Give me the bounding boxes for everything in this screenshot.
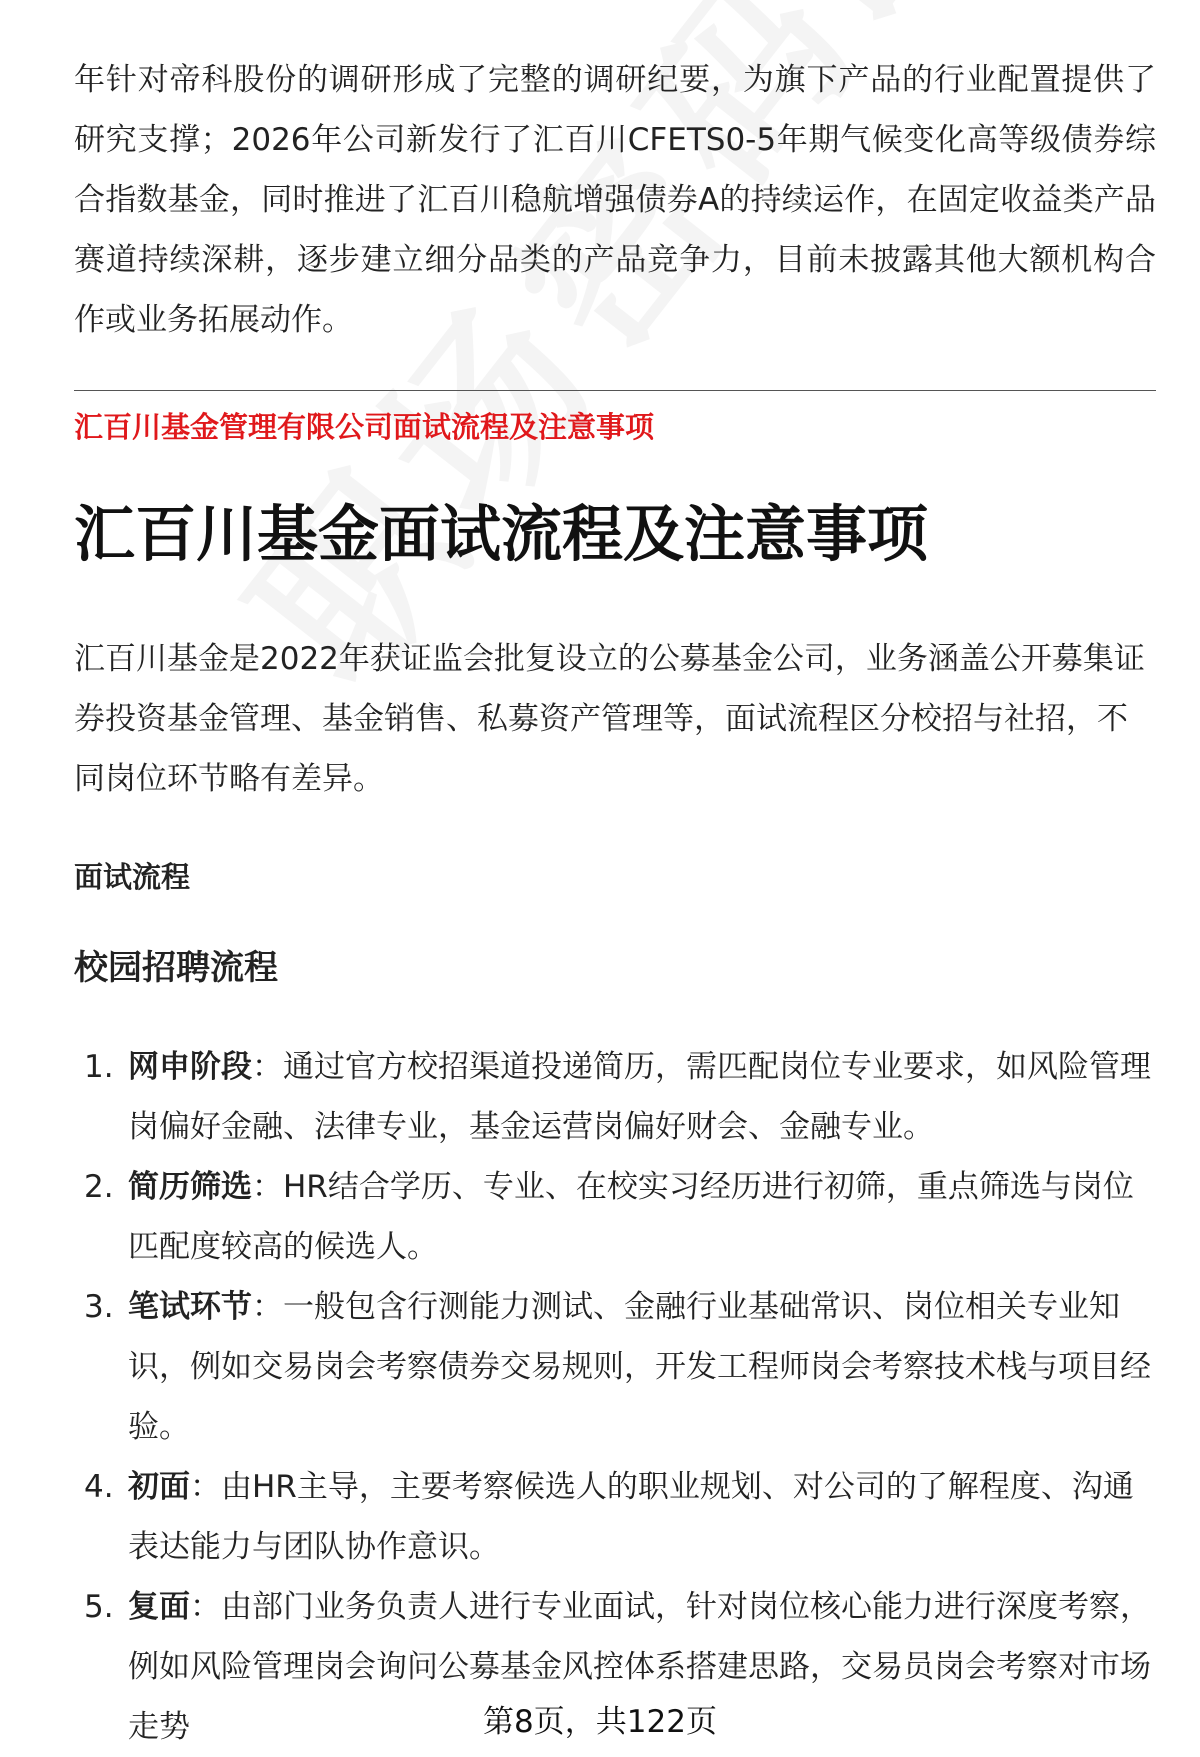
- list-item: [74, 1037, 1156, 1157]
- step-text: ：通过官方校招渠道投递简历，需匹配岗位专业要求，如风险管理岗偏好金融、法律专业，基金运营岗偏好财会、金融专业。: [128, 1049, 1151, 1145]
- step-title: 笔试环节: [128, 1289, 252, 1325]
- page-footer: 第8页，共122页: [483, 1704, 717, 1740]
- step-title: 网申阶段: [128, 1049, 252, 1085]
- list-item: [74, 1457, 1156, 1577]
- section-label: 汇百川基金管理有限公司面试流程及注意事项: [74, 410, 655, 444]
- step-text: ：由部门业务负责人进行专业面试，针对岗位核心能力进行深度考察，例如风险管理岗会询问公募基金风控体系搭建思路，交易员岗会考察对市场走势: [128, 1589, 1151, 1745]
- step-title: 初面: [128, 1469, 190, 1505]
- campus-heading: 校园招聘流程: [74, 948, 278, 988]
- intro-paragraph: 年针对帝科股份的调研形成了完整的调研纪要，为旗下产品的行业配置提供了研究支撑；2026年公司新发行了汇百川CFETS0-5年期气候变化高等级债券综合指数基金，同时推进了汇百川稳航增强债券A的持续运作，在固定收益类产品赛道持续深耕，逐步建立细分品类的产品竞争力，目前未披露其他大额机构合作或业务拓展动作。: [74, 62, 1156, 338]
- step-title: 简历筛选: [128, 1169, 252, 1205]
- step-number: 5.: [84, 1589, 114, 1625]
- list-item: [74, 1277, 1156, 1457]
- interview-heading: 面试流程: [74, 860, 191, 894]
- step-text: ：HR结合学历、专业、在校实习经历进行初筛，重点筛选与岗位匹配度较高的候选人。: [128, 1169, 1134, 1265]
- step-number: 4.: [84, 1469, 114, 1505]
- steps-list: [74, 1037, 1156, 1757]
- main-title: 汇百川基金面试流程及注意事项: [74, 499, 929, 570]
- step-text: ：一般包含行测能力测试、金融行业基础常识、岗位相关专业知识，例如交易岗会考察债券交易规则，开发工程师岗会考察技术栈与项目经验。: [128, 1289, 1151, 1445]
- section-divider: [74, 390, 1156, 391]
- step-text: ：由HR主导，主要考察候选人的职业规划、对公司的了解程度、沟通表达能力与团队协作意识。: [128, 1469, 1134, 1565]
- step-number: 1.: [84, 1049, 114, 1085]
- page-content: [74, 50, 1156, 1757]
- list-item: [74, 1157, 1156, 1277]
- step-number: 3.: [84, 1289, 114, 1325]
- step-title: 复面: [128, 1589, 190, 1625]
- step-number: 2.: [84, 1169, 114, 1205]
- description-paragraph: 汇百川基金是2022年获证监会批复设立的公募基金公司，业务涵盖公开募集证券投资基金管理、基金销售、私募资产管理等，面试流程区分校招与社招，不同岗位环节略有差异。: [74, 641, 1145, 797]
